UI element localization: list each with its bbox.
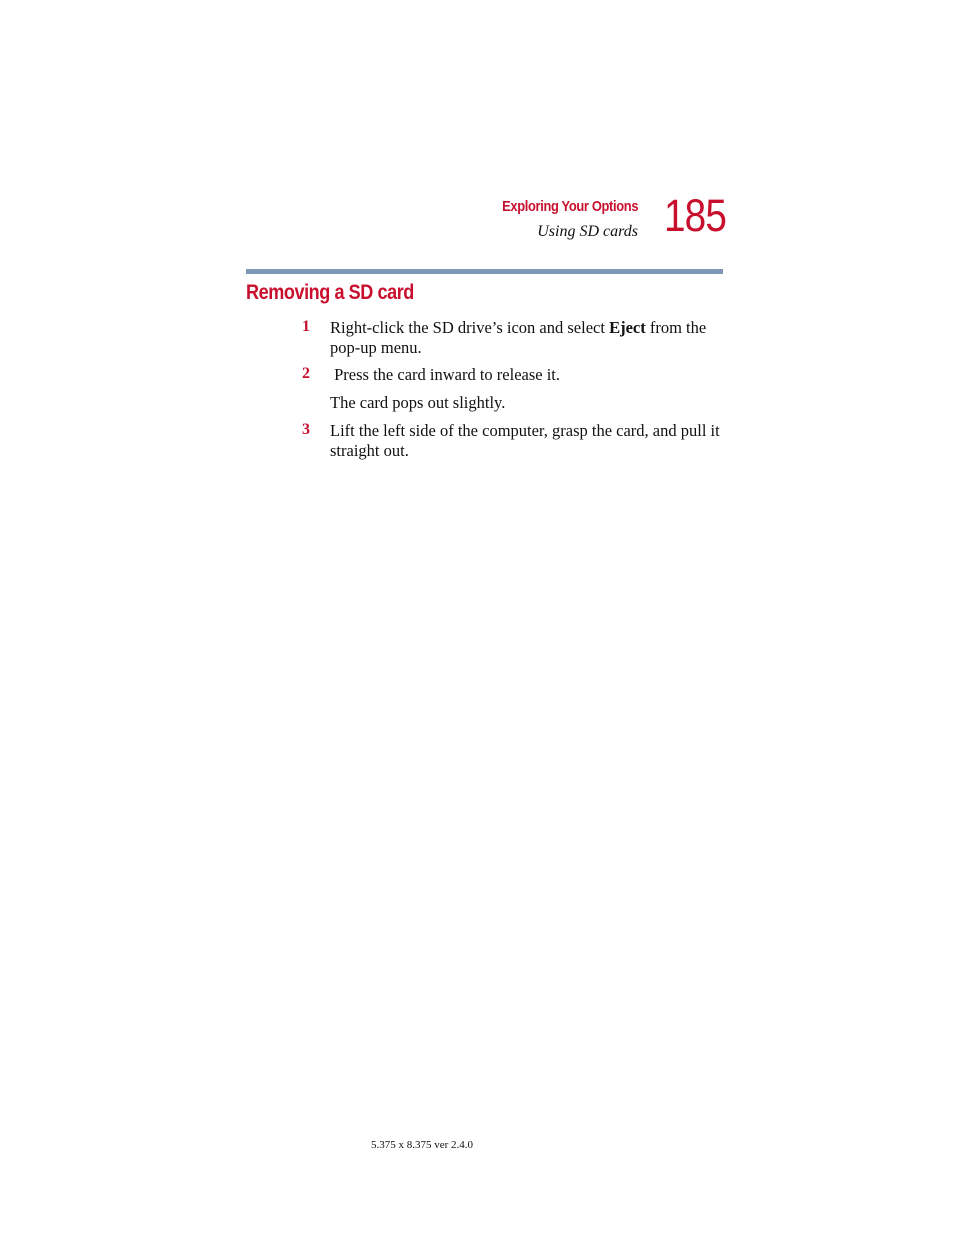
footer-version: 5.375 x 8.375 ver 2.4.0 [371,1139,474,1151]
page-number: 185 [664,190,727,241]
eject-emphasis: Eject [609,318,646,337]
step-3-text: Lift the left side of the computer, grasp the card, and pull it straight out. [330,421,720,460]
step-2-note: The card pops out slightly. [330,393,506,412]
running-header-chapter: Exploring Your Options [501,198,638,215]
step-2-text: Press the card inward to release it. [330,365,561,384]
running-header-section: Using SD cards [537,223,638,240]
step-3-number: 3 [302,421,310,438]
step-1-number: 1 [302,318,310,335]
step-1-text [330,318,725,358]
step-1-text-after: from the pop-up menu. [330,318,707,357]
step-2-number: 2 [302,365,310,382]
step-1-text-before: Right-click the SD drive’s icon and select [330,318,610,337]
header-rule [246,269,723,274]
section-title: Removing a SD card [246,281,414,304]
